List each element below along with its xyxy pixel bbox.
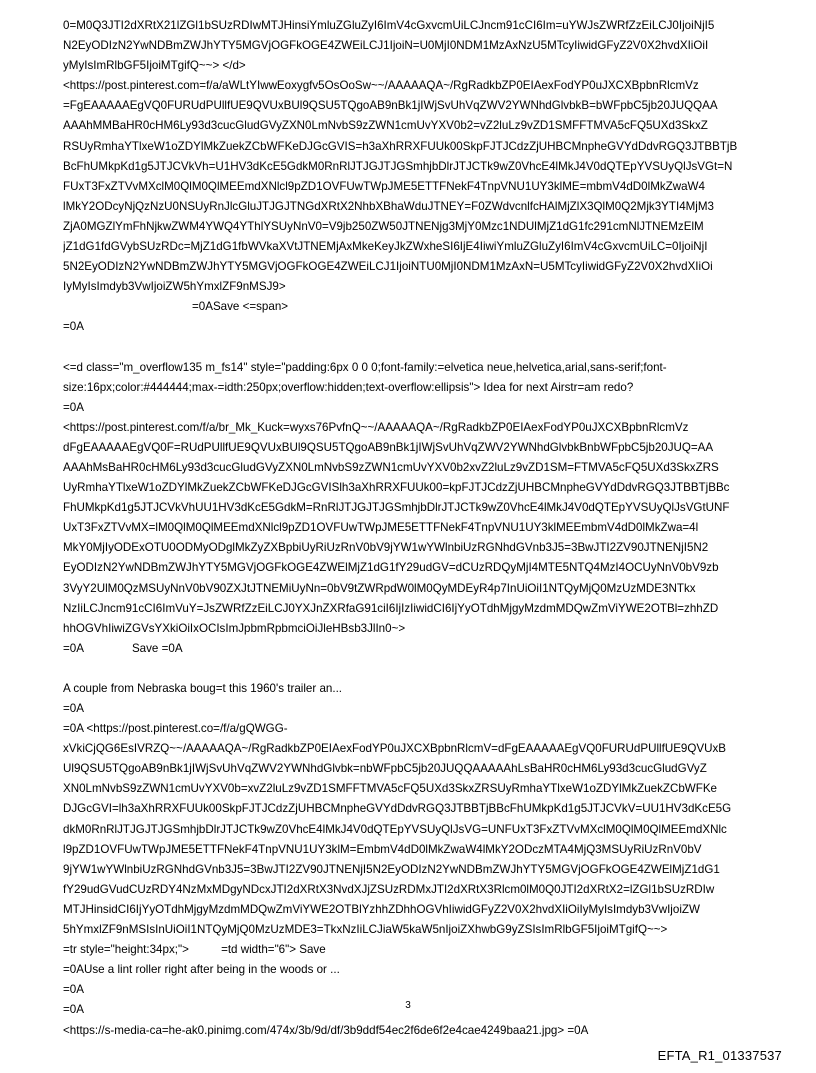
- text-line: 5N2EyODIzN2YwNDBmZWJhYTY5MGVjOGFkOGE4ZWEiLCJ1IjoiNTU0MjI0NDM1MzAxN=U5MTcyIiwidGFyZ2V0X2hvdXIiOi: [63, 260, 713, 274]
- text-line: l9pZD1OVFUwTWpJME5ETTFNekF4TnpVNU1UY3klM=EmbmV4dD0lMkZwaW4lMkY2ODczMTA4MjQ3MSUyRiUzRnV0bV: [63, 842, 702, 856]
- text-line: ZjA0MGZlYmFhNjkwZWM4YWQ4YThlYSUyNnV0=V9jb250ZW50JTNENjg3MjY0Mzc1NDUlMjZ1dG1fc291cmNlJTNEMzElM: [63, 219, 704, 233]
- text-line: 3VyY2UlM0QzMSUyNnV0bV90ZXJtJTNEMiUyNn=0bV9tZWRpdW0lM0QyMDEyR4p7InUiOiI1NTQyMjQ0MzUzMDE3NTkx: [63, 581, 696, 595]
- text-line: =0A: [63, 983, 84, 997]
- text-line: 5hYmxlZF9nMSIsInUiOiI1NTQyMjQ0MzUzMDE3=TkxNzIiLCJiaW5kaW5nIjoiZXhwbG9yZSIsImRlbGF5IjoiMTgifQ~~>: [63, 923, 668, 937]
- text-line: Ul9QSU5TQgoAB9nBk1jIWjSvUhVqZWV2YWNhdGlvbk=nbWFpbC5jb20JUQQAAAAAhLsBaHR0cHM6Ly93d3cucGludGVyZ: [63, 762, 707, 776]
- text-line: jZ1dG1fdGVybSUzRDc=MjZ1dG1fbWVkaXVtJTNEMjAxMkeKeyJkZWxheSI6IjE4IiwiYmluZGluZyI6ImV4cGxvcmUiLC=0IjoiNjI: [63, 240, 708, 254]
- text-line: FhUMkpKd1g5JTJCVkVhUU1HV3dKcE5GdkM=RnRlJTJGJTJGSmhjbDlrJTJCTk9wZ0VhcE4lMkJ4V0dQTEpYVSUyQlJsVGtUNF: [63, 501, 730, 515]
- text-line: yMyIsImRlbGF5IjoiMTgifQ~~> </d>: [63, 59, 246, 73]
- text-line: DJGcGVI=lh3aXhRRXFUUk00SkpFJTJCdzZjUHBCMnpheGVYdDdvRGQ3JTBBTjBBcFhUMkpKd1g5JTJCVkV=UU1HV3dKcE5G: [63, 802, 732, 816]
- text-line: =0A: [63, 702, 84, 715]
- text-line: size:16px;color:#444444;max-=idth:250px;overflow:hidden;text-overflow:ellipsis"> Idea for next Airstr=am redo?: [63, 380, 634, 394]
- text-line: <=d class="m_overflow135 m_fs14" style="padding:6px 0 0 0;font-family:=elvetica neue,helvetica,arial,sans-serif;font-: [63, 360, 667, 374]
- text-line: =0AUse a lint roller right after being in the woods or ...: [63, 963, 340, 977]
- text-line: FUxT3FxZTVvMXclM0QlM0QlMEEmdXNlcl9pZD1OVFUwTWpJME5ETTFNekF4TnpVNU1UY3klME=mbmV4dD0lMkZwaW4: [63, 179, 705, 193]
- document-body: [63, 16, 763, 1041]
- text-line: A couple from Nebraska boug=t this 1960's trailer an...: [63, 681, 343, 695]
- text-line: NzIiLCJncm91cCI6ImVuY=JsZWRfZzEiLCJ0YXJnZXRfaG91ciI6IjIzIiwidCI6IjYyOTdhMjgyMzdmMDQwZmViYWE2OTBl=zhhZD: [63, 601, 719, 615]
- text-line: RSUyRmhaYTlxeW1oZDYlMkZuekZCbWFKeDJGcGVIS=h3aXhRRXFUUk00SkpFJTJCdzZjUHBCMnpheGVYdDdvRGQ3JTBBTjB: [63, 139, 738, 153]
- text-line: =0ASave <=span>: [192, 300, 289, 314]
- text-line: xVkiCjQG6EsIVRZQ~~/AAAAAQA~/RgRadkbZP0EIAexFodYP0uJXCXBpbnRlcmV=dFgEAAAAAEgVQ0FURUdPUllfUE9QVUxB: [63, 742, 727, 756]
- text-line: dFgEAAAAAEgVQ0F=RUdPUllfUE9QVUxBUl9QSU5TQgoAB9nBk1jIWjSvUhVqZWV2YWNhdGlvbkBnbWFpbC5jb20JUQ=AA: [63, 440, 714, 454]
- text-line: UyRmhaYTlxeW1oZDYlMkZuekZCbWFKeDJGcGVISlh3aXhRRXFUUk00=kpFJTJCdzZjUHBCMnpheGVYdDdvRGQ3JTBBTjBBc: [63, 481, 730, 495]
- text-line: AAAhMMBaHR0cHM6Ly93d3cucGludGVyZXN0LmNvbS9zZWN1cmUvYXV0b2=vZ2luLz9vZD1SMFFTMVA5cFQ5UXd3SkxZ: [63, 119, 708, 133]
- text-line: =0A: [63, 320, 84, 334]
- text-line: MkY0MjIyODExOTU0ODMyODglMkZyZXBpbiUyRiUzRnV0bV9jYW1wYWlnbiUzRGNhdGVnb3J5=3BwJTI2ZV90JTNENjI5N2: [63, 541, 709, 555]
- text-line: fY29udGVudCUzRDY4NzMxMDgyNDcxJTI2dXRtX3NvdXJjZSUzRDMxJTI2dXRtX3Rlcm0lM0Q0JTI2dXRtX2=lZGl1bSUzRDIw: [63, 882, 715, 896]
- text-line: 0=M0Q3JTI2dXRtX21lZGl1bSUzRDIwMTJHinsiYmluZGluZyI6ImV4cGxvcmUiLCJncm91cCI6Im=uYWJsZWRfZzEiLCJ0IjoiNjI5: [63, 19, 715, 32]
- text-line: <https://s-media-ca=he-ak0.pinimg.com/474x/3b/9d/df/3b9ddf54ec2f6de6f2e4cae4249baa21.jpg> =0A: [63, 1023, 589, 1037]
- text-line: =FgEAAAAAEgVQ0FURUdPUllfUE9QVUxBUl9QSU5TQgoAB9nBk1jIWjSvUhVqZWV2YWNhdGlvbkB=bWFpbC5jb20JUQQAA: [63, 99, 718, 113]
- text-line: IyMyIsImdyb3VwIjoiZW5hYmxlZF9nMSJ9>: [63, 280, 286, 294]
- blank-line: [63, 338, 763, 358]
- text-line: =0A: [63, 400, 84, 414]
- text-line: AAAhMsBaHR0cHM6Ly93d3cucGludGVyZXN0LmNvbS9zZWN1cmUvYXV0b2xvZ2luLz9vZD1SM=FTMVA5cFQ5UXd3SkxZRS: [63, 460, 719, 474]
- text-line: =0A <https://post.pinterest.co=/f/a/gQWGG-: [63, 722, 288, 736]
- text-line: dkM0RnRlJTJGJTJGSmhjbDlrJTJCTk9wZ0VhcE4lMkJ4V0dQTEpYVSUyQlJsVG=UNFUxT3FxZTVvMXclM0QlM0QlMEEmdXNlc: [63, 822, 727, 836]
- bates-number: EFTA_R1_01337537: [657, 1048, 782, 1063]
- text-line: XN0LmNvbS9zZWN1cmUvYXV0b=xvZ2luLz9vZD1SMFFTMVA5cFQ5UXd3SkxZRSUyRmhaYTlxeW1oZDYlMkZuekZCbWFKe: [63, 782, 718, 796]
- text-line: lMkY2ODcyNjQzNzU0NSUyRnJlcGluJTJGJTNGdXRtX2NhbXBhaWduJTNEY=F0ZWdvcnlfcHAlMjZlX3QlM0Q2Mjk3YTI4MjM3: [63, 199, 714, 213]
- text-line: <https://post.pinterest.com/f/a/br_Mk_Kuck=wyxs76PvfnQ~~/AAAAAQA~/RgRadkbZP0EIAexFodYP0uJXCXBpbnRlcmVz: [63, 420, 689, 434]
- text-line: 9jYW1wYWlnbiUzRGNhdGVnb3J5=3BwJTI2ZV90JTNENjI5N2EyODIzN2YwNDBmZWJhYTY5MGVjOGFkOGE4ZWElMjZ1dG1: [63, 862, 720, 876]
- line-start: =0A: [63, 641, 84, 655]
- page-number: 3: [405, 1000, 411, 1011]
- text-line: BcFhUMkpKd1g5JTJCVkVh=U1HV3dKcE5GdkM0RnRlJTJGJTJGSmhjbDlrJTJCTk9wZ0VhcE4lMkJ4V0dQTEpYVSUyQlJsVGt=N: [63, 159, 733, 173]
- text-line: =tr style="height:34px;"> =td width="6"> Save: [63, 943, 326, 957]
- text-line: [63, 639, 763, 659]
- text-line: N2EyODIzN2YwNDBmZWJhYTY5MGVjOGFkOGE4ZWEiLCJ1IjoiN=U0MjI0NDM1MzAxNzU5MTcyIiwidGFyZ2V0X2hvdXIiOiI: [63, 39, 709, 53]
- text-line: =0A: [63, 1003, 84, 1017]
- text-line: <https://post.pinterest.com=f/a/aWLtYIwwEoxygfv5OsOoSw~~/AAAAAQA~/RgRadkbZP0EIAexFodYP0uJXCXBpbnRlcmVz: [63, 79, 699, 93]
- save-text: Save =0A: [131, 641, 183, 655]
- text-line: hhOGVhIiwiZGVsYXkiOiIxOCIsImJpbmRpbmciOiJleHBsb3JlIn0~>: [63, 621, 406, 635]
- text-line: UxT3FxZTVvMX=lM0QlM0QlMEEmdXNlcl9pZD1OVFUwTWpJME5ETTFNekF4TnpVNU1UY3klMEEmbmV4dD0lMkZwa=4l: [63, 521, 699, 535]
- text-line: EyODIzN2YwNDBmZWJhYTY5MGVjOGFkOGE4ZWElMjZ1dG1fY29udGV=dCUzRDQyMjI4MTE5NTQ4MzI4OCUyNnV0bV9zb: [63, 561, 719, 575]
- text-line: MTJHinsidCI6IjYyOTdhMjgyMzdmMDQwZmViYWE2OTBlYzhhZDhhOGVhIiwidGFyZ2V0X2hvdXIiOiIyMyIsImdyb3VwIjoiZW: [63, 902, 700, 916]
- blank-line: [63, 659, 763, 679]
